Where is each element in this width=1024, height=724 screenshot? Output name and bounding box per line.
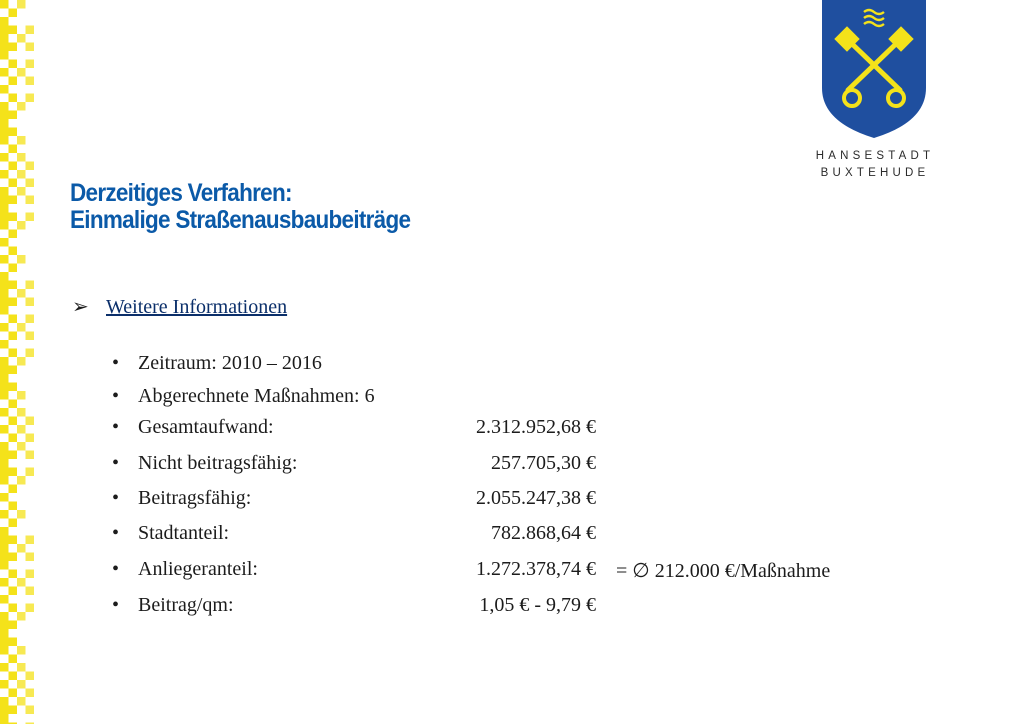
checker-square	[9, 400, 18, 409]
checkered-border	[0, 0, 34, 724]
checker-square	[26, 451, 35, 460]
checker-square	[9, 26, 18, 35]
checker-square	[17, 0, 26, 9]
checker-square	[0, 0, 9, 9]
checker-square	[17, 476, 26, 485]
checker-square	[0, 170, 9, 179]
checker-square	[26, 196, 35, 205]
title-line2: Einmalige Straßenausbaubeiträge	[70, 206, 411, 234]
logo-text-line1: HANSESTADT	[815, 150, 935, 162]
checker-square	[0, 204, 9, 213]
checker-square	[0, 391, 9, 400]
checker-square	[26, 468, 35, 477]
logo-text-line2: BUXTEHUDE	[820, 167, 930, 179]
checker-square	[17, 221, 26, 230]
checker-square	[26, 94, 35, 103]
checker-square	[26, 281, 35, 290]
item-label: Zeitraum: 2010 – 2016	[138, 352, 322, 374]
checker-square	[0, 442, 9, 451]
checker-square	[9, 145, 18, 154]
checker-square	[0, 553, 9, 562]
checker-square	[0, 272, 9, 281]
checker-square	[9, 638, 18, 647]
checker-square	[9, 689, 18, 698]
checker-square	[0, 595, 9, 604]
checker-square	[17, 442, 26, 451]
checker-square	[26, 60, 35, 69]
checker-square	[9, 485, 18, 494]
hansestadt-buxtehude-logo	[818, 0, 930, 140]
checker-square	[0, 34, 9, 43]
item-value: 257.705,30 €	[491, 452, 596, 474]
checker-square	[9, 332, 18, 341]
checker-square	[9, 315, 18, 324]
checker-square	[9, 502, 18, 511]
checker-square	[0, 451, 9, 460]
checker-square	[0, 468, 9, 477]
checker-square	[0, 238, 9, 247]
checker-square	[0, 714, 9, 723]
checker-square	[9, 587, 18, 596]
checker-square	[0, 255, 9, 264]
checker-square	[26, 672, 35, 681]
bullet-icon: •	[112, 385, 120, 407]
item-label: Stadtanteil:	[138, 522, 230, 544]
checker-square	[26, 43, 35, 52]
checker-square	[9, 247, 18, 256]
checker-square	[26, 332, 35, 341]
item-value: 782.868,64 €	[491, 522, 596, 544]
checker-square	[26, 315, 35, 324]
checker-square	[26, 587, 35, 596]
item-average-note: = ∅ 212.000 €/Maßnahme	[616, 560, 831, 582]
checker-square	[26, 604, 35, 613]
checker-square	[0, 459, 9, 468]
checker-square	[0, 289, 9, 298]
checker-square	[9, 553, 18, 562]
checker-square	[17, 289, 26, 298]
checker-square	[26, 179, 35, 188]
checker-square	[9, 706, 18, 715]
checker-square	[9, 9, 18, 18]
checker-square	[0, 357, 9, 366]
checker-square	[17, 170, 26, 179]
checker-square	[17, 646, 26, 655]
checker-square	[0, 663, 9, 672]
item-label: Gesamtaufwand:	[138, 416, 274, 438]
checker-square	[26, 553, 35, 562]
checker-square	[0, 621, 9, 630]
checker-square	[9, 213, 18, 222]
checker-square	[9, 672, 18, 681]
checker-square	[17, 510, 26, 519]
bullet-icon: •	[112, 452, 120, 474]
checker-square	[26, 349, 35, 358]
checker-square	[17, 136, 26, 145]
bullet-icon: •	[112, 487, 120, 509]
checker-square	[0, 578, 9, 587]
checker-square	[17, 391, 26, 400]
checker-square	[26, 213, 35, 222]
checker-square	[9, 179, 18, 188]
checker-square	[9, 366, 18, 375]
checker-square	[0, 306, 9, 315]
checker-square	[9, 383, 18, 392]
title-line1: Derzeitiges Verfahren:	[70, 179, 292, 207]
checker-square	[26, 26, 35, 35]
checker-square	[9, 570, 18, 579]
checker-square	[9, 128, 18, 137]
checker-square	[9, 298, 18, 307]
checker-square	[9, 434, 18, 443]
checker-square	[17, 578, 26, 587]
checker-square	[9, 264, 18, 273]
page-title	[70, 180, 410, 234]
checker-square	[17, 680, 26, 689]
bullet-icon: •	[112, 522, 120, 544]
checker-square	[0, 561, 9, 570]
checker-square	[9, 417, 18, 426]
checker-square	[9, 281, 18, 290]
item-label: Anliegeranteil:	[138, 558, 258, 580]
checker-square	[9, 111, 18, 120]
checker-square	[9, 77, 18, 86]
checker-square	[26, 706, 35, 715]
checker-square	[0, 85, 9, 94]
checker-square	[0, 340, 9, 349]
checker-square	[0, 697, 9, 706]
checker-square	[0, 128, 9, 137]
checker-square	[9, 60, 18, 69]
checker-square	[9, 43, 18, 52]
checker-square	[0, 706, 9, 715]
checker-square	[17, 612, 26, 621]
checker-square	[17, 408, 26, 417]
checker-square	[0, 680, 9, 689]
checker-square	[26, 298, 35, 307]
checker-square	[9, 655, 18, 664]
checker-square	[9, 536, 18, 545]
checker-square	[9, 196, 18, 205]
checker-square	[26, 536, 35, 545]
bullet-icon: •	[112, 352, 120, 374]
checker-square	[0, 629, 9, 638]
item-label: Beitrag/qm:	[138, 594, 234, 616]
checker-square	[0, 221, 9, 230]
checker-square	[9, 519, 18, 528]
checker-square	[0, 646, 9, 655]
checker-square	[9, 621, 18, 630]
item-value: 1.272.378,74 €	[476, 558, 596, 580]
section-heading	[72, 294, 287, 319]
checker-square	[0, 51, 9, 60]
checker-square	[0, 111, 9, 120]
item-label: Beitragsfähig:	[138, 487, 252, 509]
checker-square	[17, 697, 26, 706]
checker-square	[26, 689, 35, 698]
checker-square	[17, 323, 26, 332]
item-value: 1,05 € - 9,79 €	[479, 594, 596, 616]
checker-square	[0, 493, 9, 502]
checker-square	[9, 94, 18, 103]
checker-square	[0, 544, 9, 553]
checker-square	[0, 374, 9, 383]
checker-square	[0, 68, 9, 77]
checker-square	[26, 417, 35, 426]
checker-square	[9, 162, 18, 171]
checker-square	[17, 663, 26, 672]
checker-square	[17, 68, 26, 77]
bullet-icon: •	[112, 594, 120, 616]
checker-square	[0, 281, 9, 290]
checker-square	[0, 17, 9, 26]
checker-square	[0, 408, 9, 417]
checker-square	[0, 26, 9, 35]
checker-square	[9, 468, 18, 477]
checker-square	[0, 187, 9, 196]
checker-square	[17, 153, 26, 162]
checker-square	[0, 119, 9, 128]
checker-square	[0, 213, 9, 222]
arrow-bullet-icon: ➢	[72, 296, 89, 318]
item-label: Abgerechnete Maßnahmen: 6	[138, 385, 375, 407]
checker-square	[17, 425, 26, 434]
checker-square	[0, 196, 9, 205]
checker-square	[9, 349, 18, 358]
checker-square	[26, 162, 35, 171]
checker-square	[17, 357, 26, 366]
checker-square	[9, 230, 18, 239]
item-value: 2.312.952,68 €	[476, 416, 596, 438]
checker-square	[0, 323, 9, 332]
checker-square	[0, 527, 9, 536]
item-value: 2.055.247,38 €	[476, 487, 596, 509]
bullet-icon: •	[112, 558, 120, 580]
checker-square	[0, 136, 9, 145]
section-heading-text: Weitere Informationen	[106, 296, 288, 318]
checker-square	[17, 544, 26, 553]
checker-square	[0, 383, 9, 392]
checker-square	[9, 451, 18, 460]
checker-square	[0, 102, 9, 111]
checker-square	[0, 612, 9, 621]
checker-square	[0, 638, 9, 647]
checker-square	[26, 434, 35, 443]
checker-square	[17, 102, 26, 111]
item-label: Nicht beitragsfähig:	[138, 452, 298, 474]
checker-square	[0, 366, 9, 375]
checker-square	[17, 255, 26, 264]
checker-square	[0, 298, 9, 307]
checker-square	[0, 510, 9, 519]
checker-square	[0, 43, 9, 52]
checker-square	[26, 77, 35, 86]
bullet-icon: •	[112, 416, 120, 438]
checker-square	[17, 187, 26, 196]
checker-square	[0, 425, 9, 434]
checker-square	[9, 604, 18, 613]
checker-square	[0, 153, 9, 162]
checker-square	[26, 570, 35, 579]
checker-square	[17, 34, 26, 43]
checker-square	[0, 476, 9, 485]
checker-square	[0, 536, 9, 545]
